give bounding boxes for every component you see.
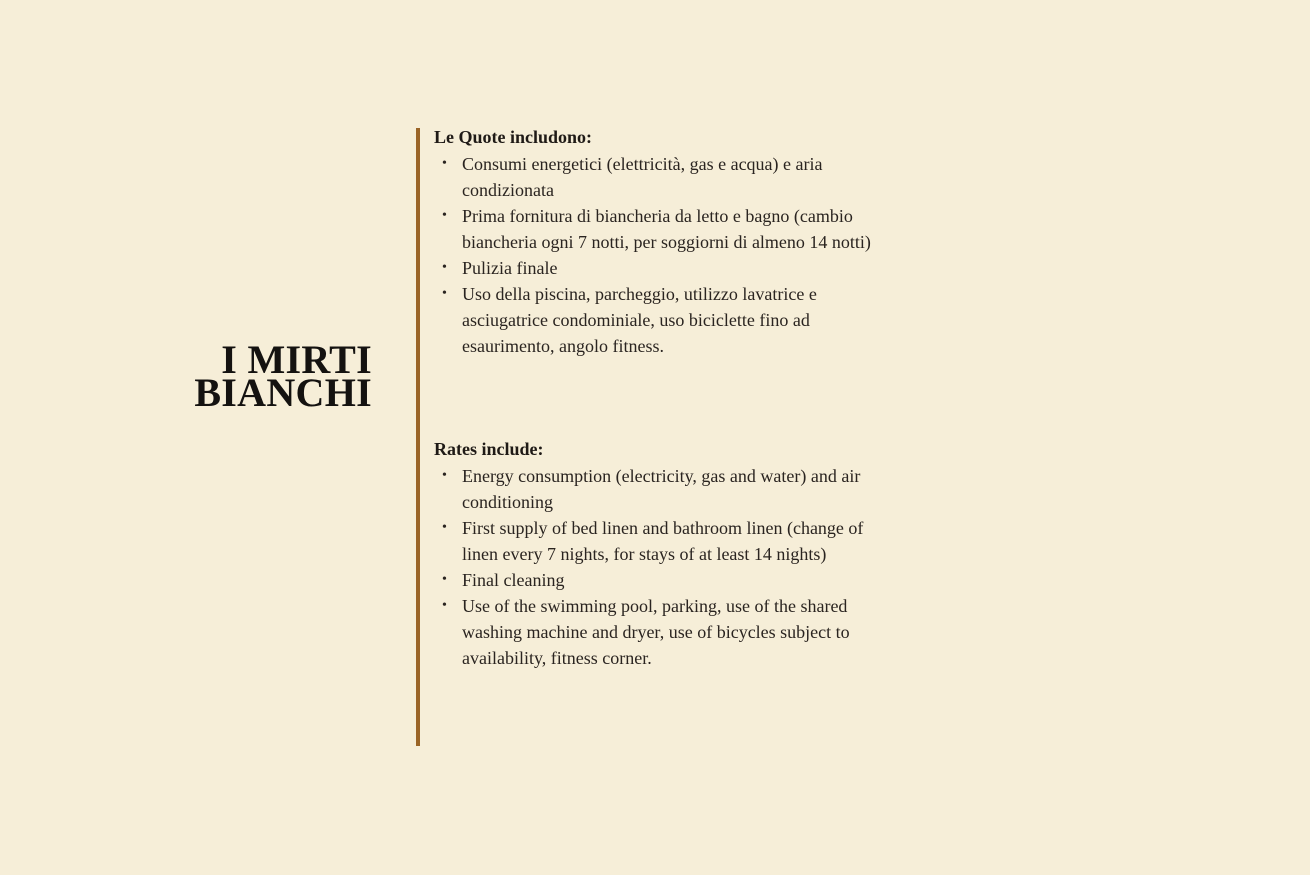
bullet-icon: • xyxy=(442,468,447,483)
list-item-text: Consumi energetici (elettricità, gas e acqua) e aria condizionata xyxy=(462,154,823,200)
list-item-text: Final cleaning xyxy=(462,570,565,590)
bullet-icon: • xyxy=(442,208,447,223)
italian-list xyxy=(434,151,884,359)
english-section xyxy=(434,437,884,671)
list-item xyxy=(442,203,884,255)
english-heading: Rates include: xyxy=(434,439,544,459)
list-item xyxy=(442,281,884,359)
list-item-text: Uso della piscina, parcheggio, utilizzo lavatrice e asciugatrice condominiale, uso biciclette fino ad esaurimento, angolo fitness. xyxy=(462,284,817,356)
list-item-text: Use of the swimming pool, parking, use of the shared washing machine and dryer, use of bicycles subject to availability, fitness corner. xyxy=(462,596,850,668)
english-list xyxy=(434,463,884,671)
list-item xyxy=(442,151,884,203)
bullet-icon: • xyxy=(442,572,447,587)
list-item-text: Energy consumption (electricity, gas and water) and air conditioning xyxy=(462,466,861,512)
list-item-text: Prima fornitura di biancheria da letto e bagno (cambio biancheria ogni 7 notti, per soggiorni di almeno 14 notti) xyxy=(462,206,871,252)
list-item xyxy=(442,593,884,671)
italian-section xyxy=(434,125,884,359)
vertical-divider xyxy=(416,128,420,746)
list-item xyxy=(442,567,884,593)
brand-title-line2: BIANCHI xyxy=(194,370,372,415)
list-item xyxy=(442,463,884,515)
bullet-icon: • xyxy=(442,286,447,301)
brand-title xyxy=(160,337,372,415)
bullet-icon: • xyxy=(442,260,447,275)
italian-heading: Le Quote includono: xyxy=(434,127,593,147)
list-item-text: Pulizia finale xyxy=(462,258,558,278)
bullet-icon: • xyxy=(442,598,447,613)
list-item xyxy=(442,255,884,281)
list-item-text: First supply of bed linen and bathroom linen (change of linen every 7 nights, for stays of at least 14 nights) xyxy=(462,518,864,564)
list-item xyxy=(442,515,884,567)
bullet-icon: • xyxy=(442,156,447,171)
brand-title-line1: I MIRTI xyxy=(221,337,372,382)
bullet-icon: • xyxy=(442,520,447,535)
